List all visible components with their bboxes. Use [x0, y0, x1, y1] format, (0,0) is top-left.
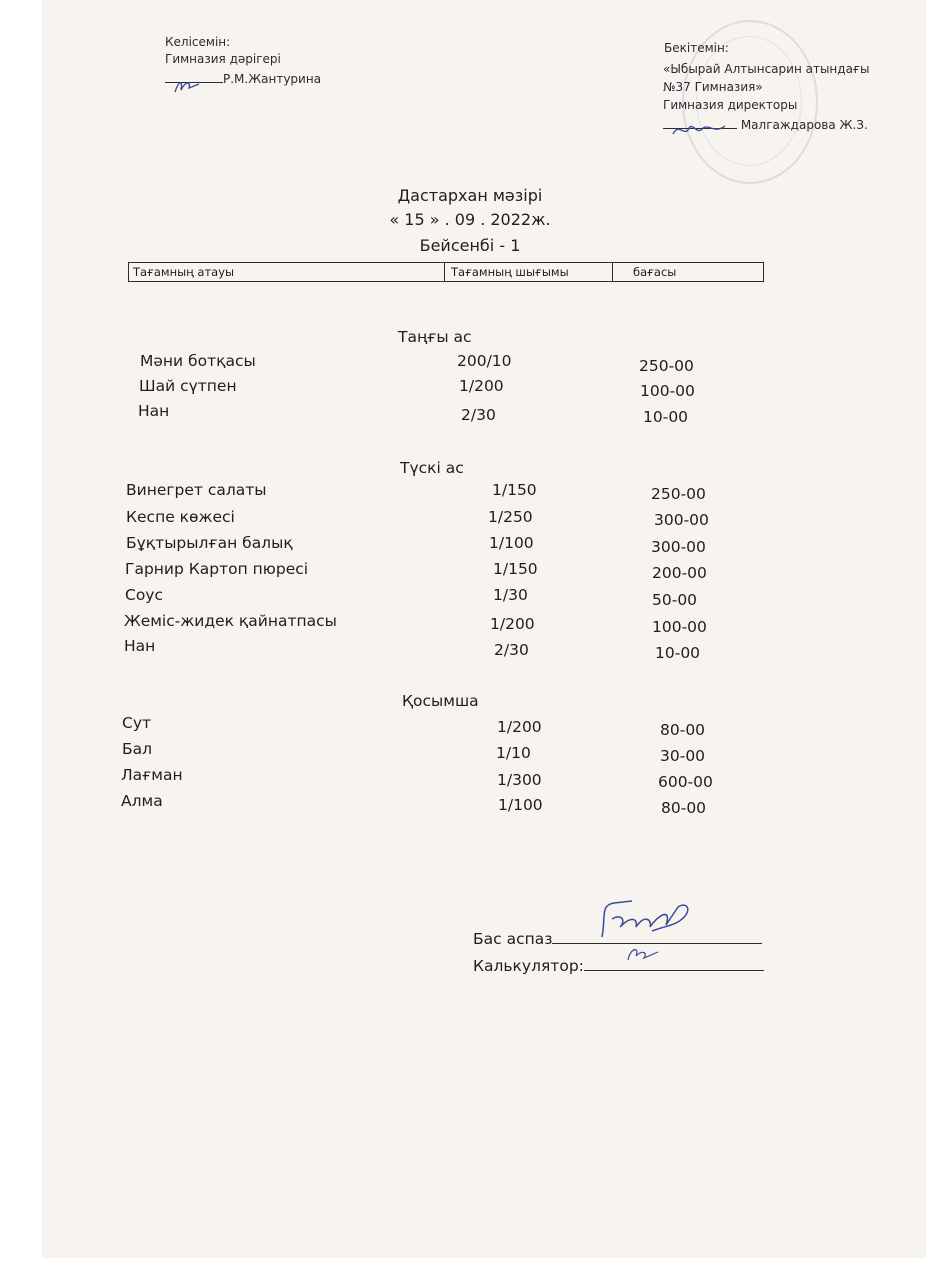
doctor-name: Р.М.Жантурина [223, 72, 322, 86]
calculator-signature-line [584, 954, 764, 971]
item-yield: 1/300 [497, 771, 542, 789]
item-price: 10-00 [643, 408, 689, 426]
section-title-extras: Қосымша [402, 692, 479, 710]
item-price: 250-00 [639, 357, 694, 375]
item-yield: 1/100 [489, 534, 534, 552]
item-name: Сут [122, 714, 152, 732]
item-price: 200-00 [652, 564, 707, 582]
approval-right-line4: Гимназия директоры [663, 98, 798, 112]
item-name: Нан [124, 637, 156, 655]
section-title-breakfast: Таңғы ас [398, 328, 472, 346]
item-name: Нан [138, 402, 170, 420]
item-price: 80-00 [661, 799, 707, 817]
director-name: Малгаждарова Ж.З. [740, 118, 868, 132]
doctor-signature [169, 76, 227, 96]
item-price: 80-00 [660, 721, 706, 739]
approval-left-signature-row [165, 71, 321, 88]
item-name: Алма [121, 792, 163, 810]
item-yield: 1/150 [492, 481, 537, 499]
doctor-signature-line [165, 82, 223, 83]
item-name: Бұқтырылған балық [126, 534, 293, 552]
item-price: 300-00 [651, 538, 706, 556]
approval-right-signature-row [663, 117, 868, 134]
item-name: Гарнир Картоп пюресі [125, 560, 309, 578]
menu-title: Дастархан мәзірі [397, 186, 543, 205]
item-name: Бал [122, 740, 153, 758]
menu-date: « 15 » . 09 . 2022ж. [389, 210, 551, 229]
item-yield: 2/30 [494, 641, 529, 659]
item-yield: 1/200 [497, 718, 542, 736]
section-title-lunch: Түскі ас [400, 459, 464, 477]
item-name: Жеміс-жидек қайнатпасы [124, 612, 337, 630]
approval-left-line1: Келісемін: [165, 35, 231, 49]
item-yield: 1/250 [488, 508, 533, 526]
item-name: Винегрет салаты [126, 481, 267, 499]
item-yield: 1/10 [496, 744, 531, 762]
column-header-price: бағасы [633, 265, 677, 279]
item-yield: 2/30 [461, 406, 496, 424]
item-yield: 1/100 [498, 796, 543, 814]
approval-left-line2: Гимназия дәрігері [165, 52, 281, 66]
approval-right-line3: №37 Гимназия» [663, 80, 763, 94]
item-name: Шай сүтпен [139, 377, 237, 395]
item-name: Мәни ботқасы [140, 352, 256, 370]
table-header [128, 262, 764, 282]
calculator-signature [622, 942, 682, 966]
item-price: 10-00 [655, 644, 701, 662]
column-header-name: Тағамның атауы [129, 263, 445, 281]
item-price: 600-00 [658, 773, 713, 791]
chef-label: Бас аспаз [473, 930, 553, 948]
menu-day: Бейсенбі - 1 [419, 236, 521, 255]
item-price: 300-00 [654, 511, 709, 529]
director-signature-line [663, 128, 737, 129]
item-name: Лағман [121, 766, 183, 784]
item-yield: 200/10 [457, 352, 512, 370]
chef-signature-row [473, 927, 762, 948]
item-yield: 1/200 [459, 377, 504, 395]
item-price: 100-00 [652, 618, 707, 636]
item-name: Кеспе көжесі [126, 508, 235, 526]
calculator-label: Калькулятор: [473, 957, 584, 975]
item-yield: 1/150 [493, 560, 538, 578]
item-yield: 1/200 [490, 615, 535, 633]
item-price: 30-00 [660, 747, 706, 765]
chef-signature [592, 897, 732, 945]
calculator-signature-row [473, 954, 764, 975]
item-name: Соус [125, 586, 164, 604]
item-price: 100-00 [640, 382, 695, 400]
item-price: 50-00 [652, 591, 698, 609]
approval-right-line2: «Ыбырай Алтынсарин атындағы [663, 62, 870, 76]
approval-right-line1: Бекітемін: [664, 41, 729, 55]
item-yield: 1/30 [493, 586, 528, 604]
director-signature [669, 120, 743, 142]
column-header-yield: Тағамның шығымы [445, 263, 613, 281]
item-price: 250-00 [651, 485, 706, 503]
